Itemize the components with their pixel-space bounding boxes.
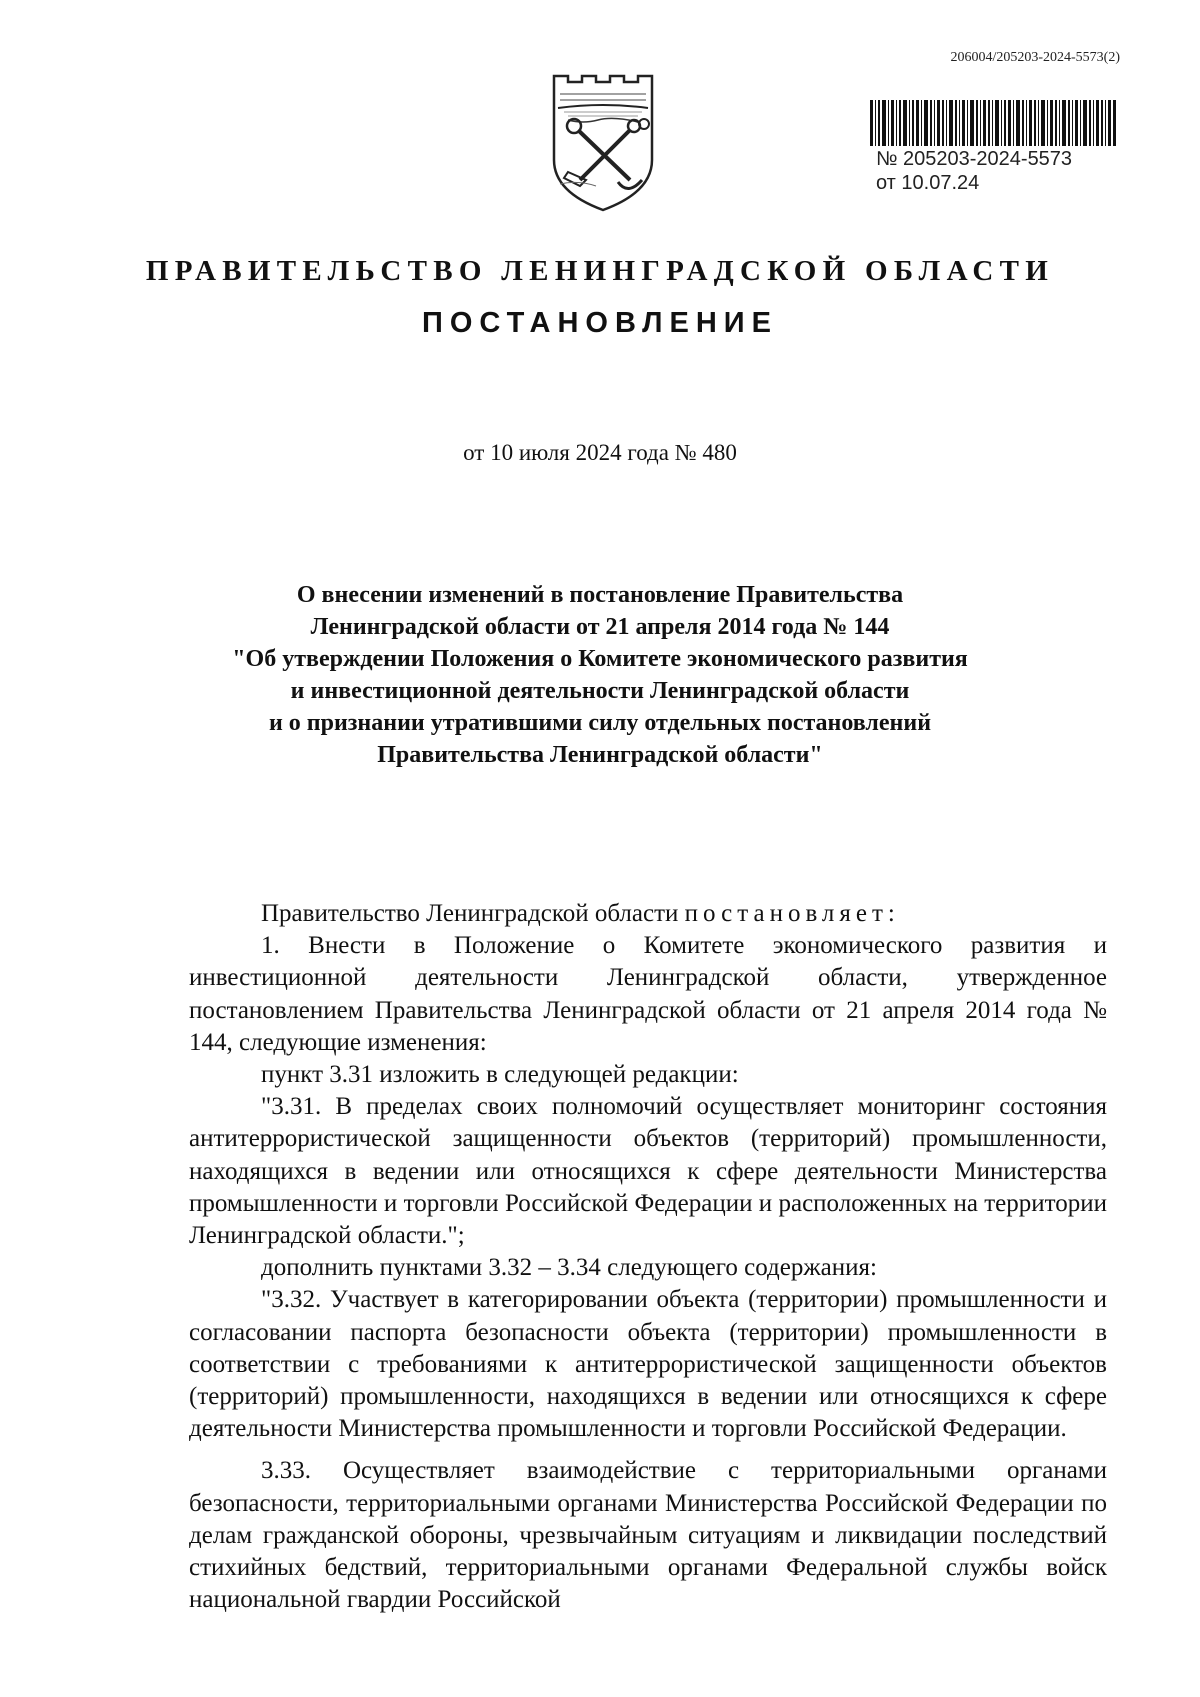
preamble-text: Правительство Ленинградской области <box>261 900 679 927</box>
document-reference-code: 206004/205203-2024-5573(2) <box>950 50 1120 65</box>
body-paragraph: пункт 3.31 изложить в следующей редакции: <box>261 1061 739 1089</box>
subject-line: и о признании утратившими силу отдельных постановлений <box>268 710 932 736</box>
document-date-number: от 10 июля 2024 года № 480 <box>463 440 737 465</box>
registration-number: № 205203-2024-5573 <box>876 148 1073 170</box>
body-paragraph: "3.31. В пределах своих полномочий осуществляет мониторинг состояния антитеррористической защищенности объектов (территорий) промышленности, находящихся в ведении или относящихся к сфере деятельности Министерства промышленности и торговли Российской Федерации и расположенных на территории Ленинградской области."; <box>189 1093 1107 1250</box>
subject-line: "Об утверждении Положения о Комитете экономического развития <box>232 646 968 672</box>
subject-line: и инвестиционной деятельности Ленинградской области <box>290 678 910 704</box>
subject-line: Правительства Ленинградской области" <box>377 742 823 768</box>
body-paragraph: 3.33. Осуществляет взаимодействие с территориальными органами безопасности, территориальными органами Министерства Российской Федерации по делам гражданской обороны, чрезвычайным ситуациям и ликвидации последствий стихийных бедствий, территориальными органами Федеральной службы войск национальной гвардии Российской <box>189 1457 1107 1614</box>
barcode-icon <box>870 100 1116 146</box>
document-subject <box>170 579 1030 771</box>
subject-line: О внесении изменений в постановление Правительства <box>296 582 904 608</box>
body-paragraph: "3.32. Участвует в категорировании объекта (территории) промышленности и согласовании паспорта безопасности объекта (территории) промышленности в соответствии с требованиями к антитеррористической защищенности объектов (территорий) промышленности, находящихся в ведении или относящихся к сфере деятельности Министерства промышленности и торговли Российской Федерации. <box>189 1286 1107 1443</box>
coat-of-arms-icon <box>548 72 658 214</box>
document-body <box>189 898 1107 1616</box>
body-paragraph: дополнить пунктами 3.32 – 3.34 следующего содержания: <box>261 1254 877 1282</box>
preamble-verb: постановляет: <box>684 900 900 927</box>
registration-date: от 10.07.24 <box>876 172 980 194</box>
subject-line: Ленинградской области от 21 апреля 2014 года № 144 <box>310 614 890 640</box>
preamble <box>189 898 1107 930</box>
document-type: ПОСТАНОВЛЕНИЕ <box>422 307 778 339</box>
body-paragraph: 1. Внести в Положение о Комитете экономического развития и инвестиционной деятельности Ленинградской области, утвержденное постановлением Правительства Ленинградской области от 21 апреля 2014 года № 144, следующие изменения: <box>189 932 1107 1056</box>
government-title: ПРАВИТЕЛЬСТВО ЛЕНИНГРАДСКОЙ ОБЛАСТИ <box>145 255 1055 287</box>
